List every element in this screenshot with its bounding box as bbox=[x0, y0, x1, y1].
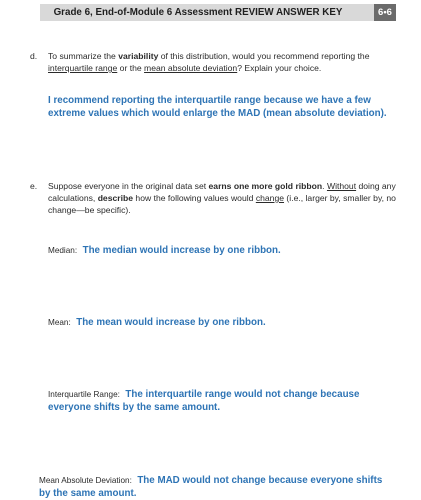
iqr-answer-2: everyone shifts by the same amount. bbox=[48, 402, 221, 413]
q-d-l1c: of this distribution, would you recommend reporting the bbox=[158, 51, 370, 61]
question-d-text bbox=[48, 50, 408, 74]
q-d-l1b: variability bbox=[118, 51, 159, 61]
q-e-l1a: Suppose everyone in the original data set bbox=[48, 181, 209, 191]
question-e bbox=[30, 180, 415, 220]
question-d-letter: d. bbox=[30, 51, 38, 61]
question-e-letter: e. bbox=[30, 181, 38, 191]
mad-answer-2: by the same amount. bbox=[39, 488, 137, 499]
median-answer: The median would increase by one ribbon. bbox=[82, 245, 281, 256]
q-e-l2c: how the following values would bbox=[133, 193, 256, 203]
q-d-l2c: mean absolute deviation bbox=[144, 63, 238, 73]
answer-mean bbox=[48, 316, 418, 329]
q-e-l2d: change bbox=[255, 193, 285, 203]
answer-mad bbox=[39, 474, 417, 500]
mean-label: Mean: bbox=[48, 318, 71, 327]
module-badge: 6•6 bbox=[374, 4, 396, 21]
answer-median bbox=[48, 244, 418, 257]
q-e-l2e: (i.e., larger by, smaller by, no bbox=[284, 193, 396, 203]
question-e-line-2 bbox=[48, 192, 413, 204]
q-e-l1c: . bbox=[322, 181, 327, 191]
question-d bbox=[30, 50, 410, 76]
question-d-line-1 bbox=[48, 50, 408, 62]
q-d-l2b: or the bbox=[117, 63, 145, 73]
page-header bbox=[40, 4, 396, 21]
q-e-l2a: calculations, bbox=[48, 193, 98, 203]
answer-mad-line-1 bbox=[39, 474, 417, 487]
iqr-answer-1: The interquartile range would not change because bbox=[125, 389, 360, 400]
q-e-l2b: describe bbox=[97, 193, 134, 203]
answer-iqr-line-1 bbox=[48, 388, 418, 401]
q-d-l2a: interquartile range bbox=[48, 63, 118, 73]
q-e-l1b: earns one more gold ribbon bbox=[208, 181, 323, 191]
q-e-l1e: doing any bbox=[356, 181, 396, 191]
question-d-line-2 bbox=[48, 62, 408, 74]
answer-d bbox=[48, 94, 418, 120]
question-e-line-1 bbox=[48, 180, 413, 192]
q-d-l1a: To summarize the bbox=[48, 51, 119, 61]
mad-answer-1: The MAD would not change because everyone shifts bbox=[137, 475, 383, 486]
q-d-l2d: ? Explain your choice. bbox=[237, 63, 322, 73]
answer-d-line-1: I recommend reporting the interquartile range because we have a few bbox=[48, 95, 371, 106]
iqr-label: Interquartile Range: bbox=[48, 390, 120, 399]
answer-d-line-2: extreme values which would enlarge the MAD (mean absolute deviation). bbox=[48, 108, 387, 119]
mean-answer: The mean would increase by one ribbon. bbox=[76, 317, 266, 328]
answer-iqr bbox=[48, 388, 418, 414]
question-e-line-3: change—be specific). bbox=[48, 205, 131, 215]
header-title: Grade 6, End-of-Module 6 Assessment REVIEW ANSWER KEY bbox=[53, 7, 343, 18]
mad-label: Mean Absolute Deviation: bbox=[39, 476, 132, 485]
median-label: Median: bbox=[48, 246, 78, 255]
q-e-l1d: Without bbox=[326, 181, 357, 191]
question-e-text bbox=[48, 180, 413, 216]
